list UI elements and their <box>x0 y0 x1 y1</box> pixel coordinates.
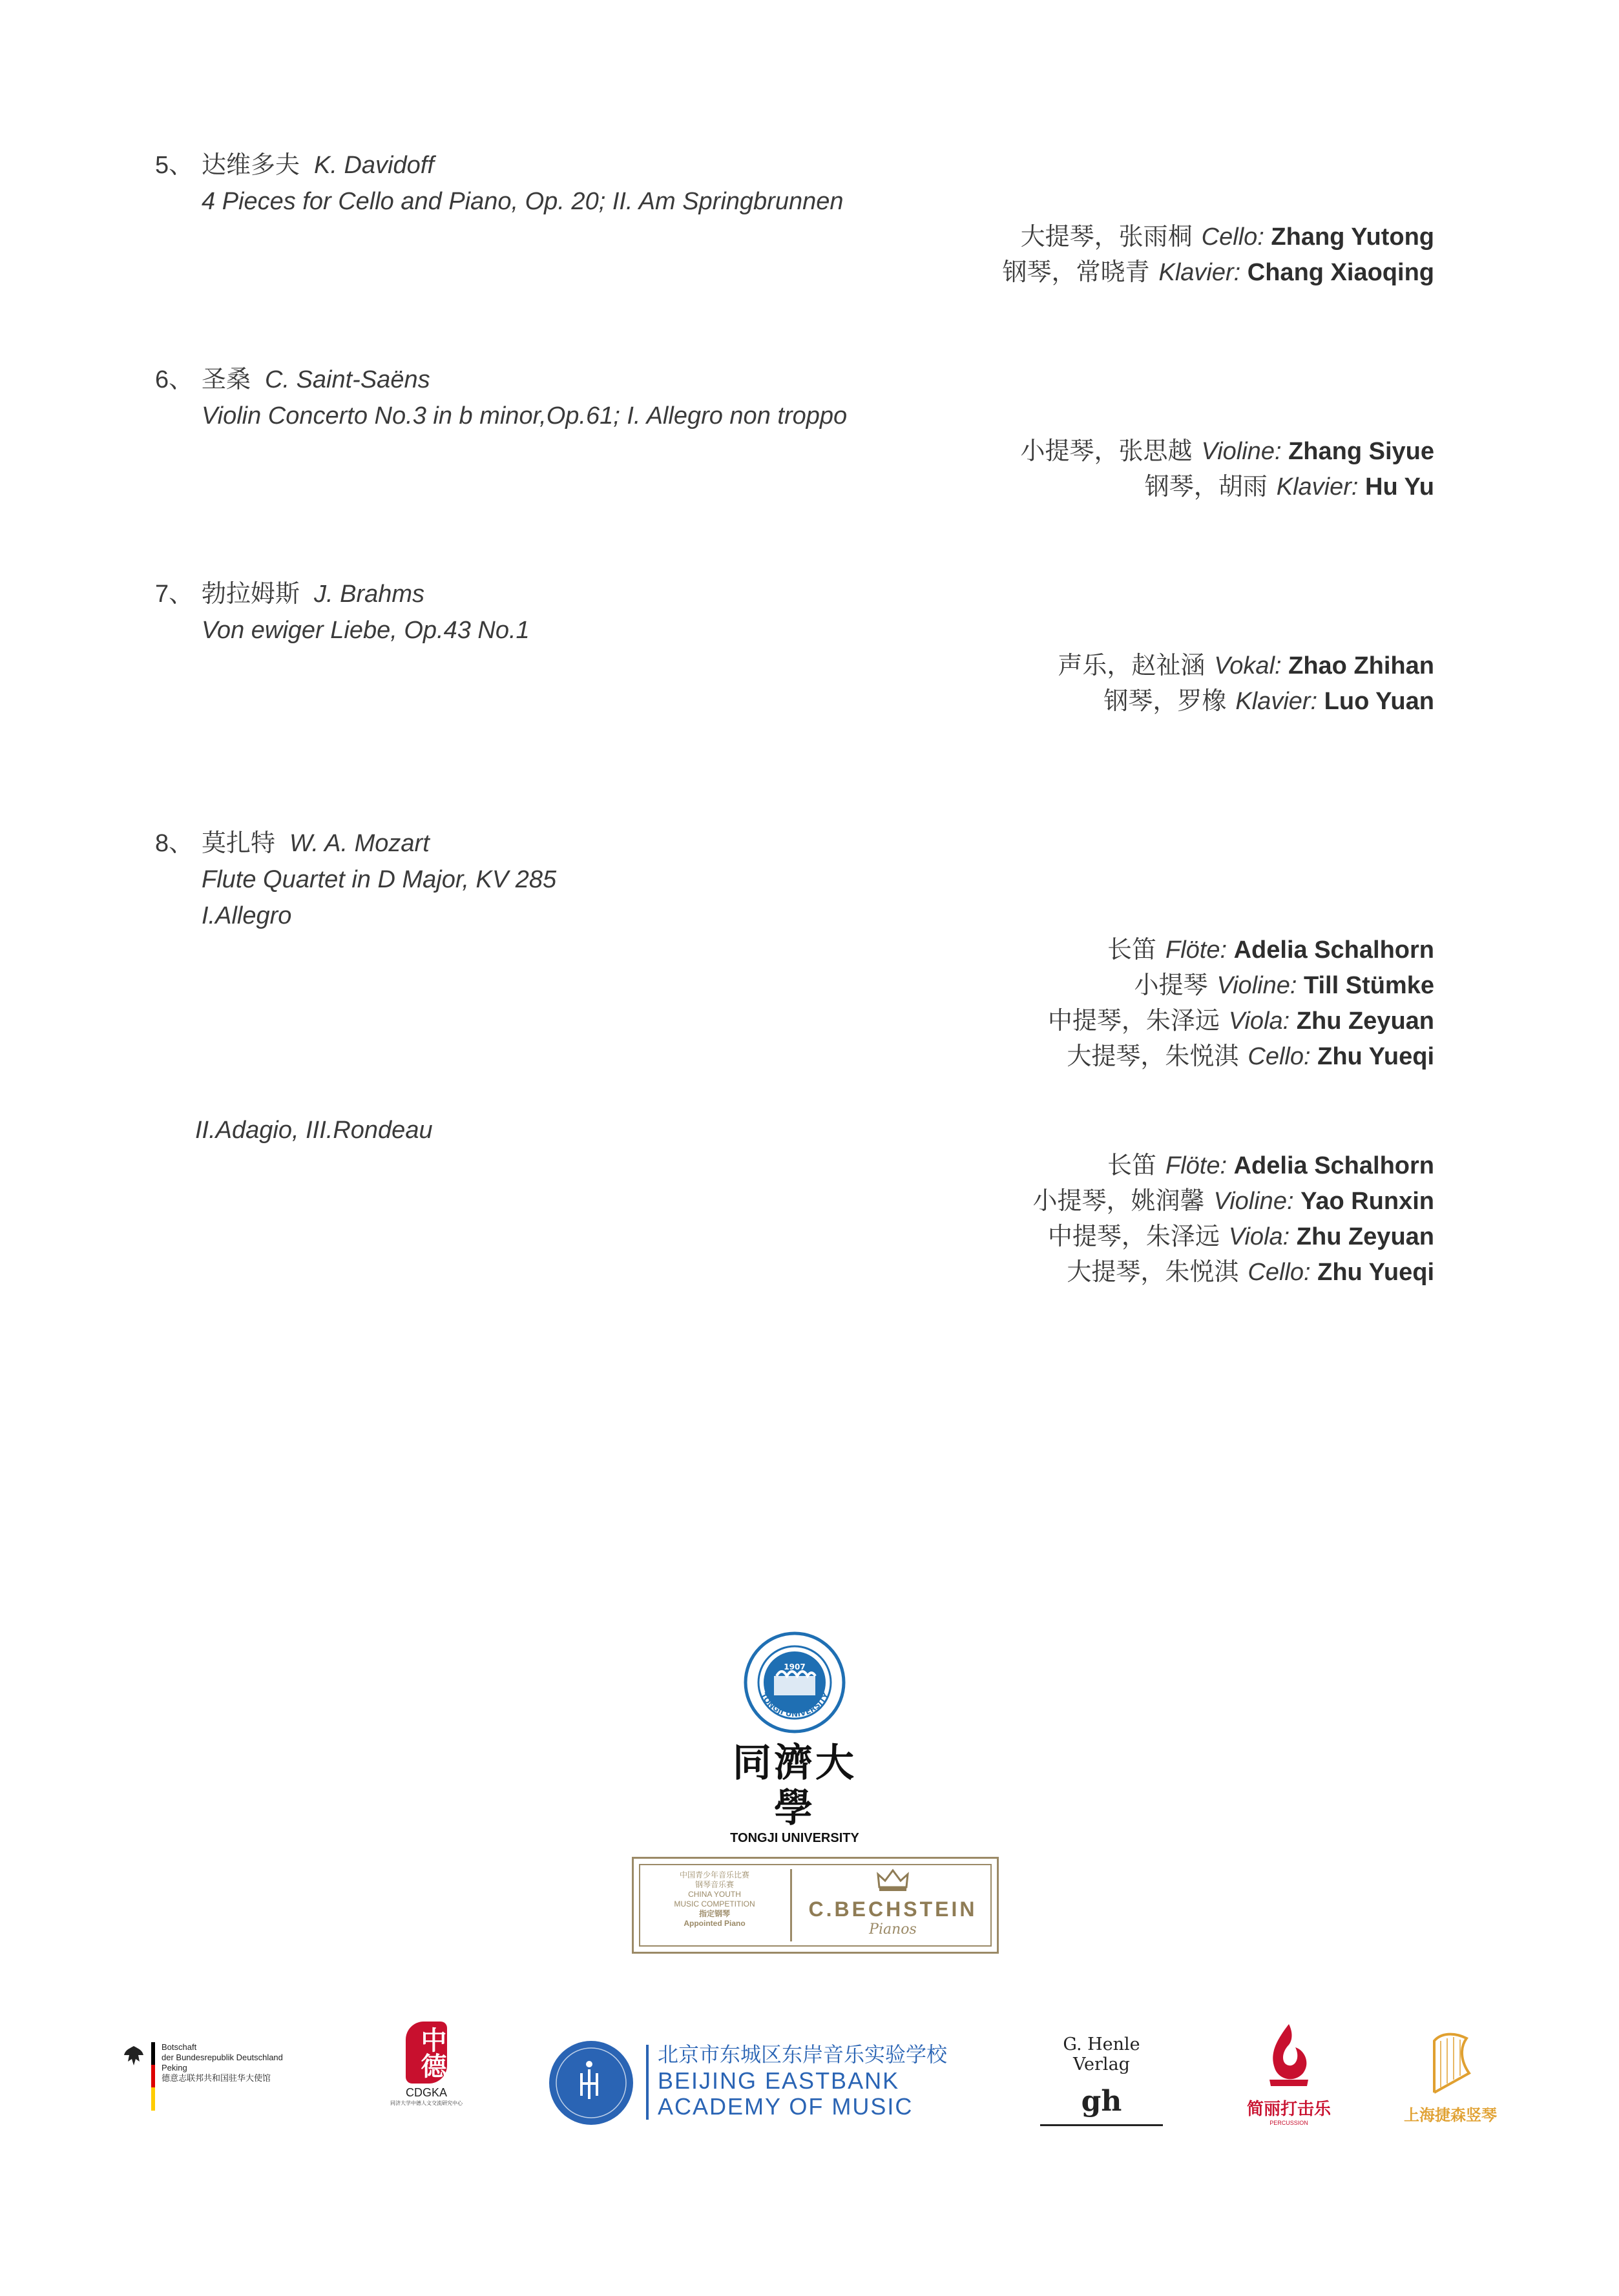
piece-7 <box>155 576 1434 715</box>
competition-line: MUSIC COMPETITION <box>674 1899 755 1908</box>
composer-zh: 莫扎特 <box>202 830 276 857</box>
performer-name: Zhang Yutong <box>1271 223 1434 251</box>
embassy-line: Peking <box>162 2063 187 2073</box>
embassy-text <box>162 2042 283 2084</box>
performer-name: Adelia Schalhorn <box>1233 936 1434 964</box>
tongji-seal-icon <box>743 1631 846 1734</box>
piece-title <box>155 362 1434 398</box>
performer-name: Yao Runxin <box>1300 1188 1434 1215</box>
composer-zh: 勃拉姆斯 <box>202 581 300 608</box>
percussion-name: 简丽打击乐 <box>1246 2099 1331 2118</box>
henle-verlag-logo <box>1040 2034 1163 2118</box>
piece-5 <box>155 147 1434 286</box>
performer <box>1033 1219 1434 1255</box>
eastbank-name-en: ACADEMY OF MUSIC <box>658 2093 914 2120</box>
competition-line: 钢琴音乐赛 <box>695 1880 734 1889</box>
movement-title: II.Adagio, III.Rondeau <box>195 1117 433 1144</box>
performer-zh: 小提琴，张思越 <box>1020 438 1193 465</box>
performer-list <box>1033 1148 1434 1290</box>
flame-icon <box>1257 2022 1321 2093</box>
german-embassy-logo <box>123 2041 336 2112</box>
work-title: 4 Pieces for Cello and Piano, Op. 20; II. Am Springbrunnen <box>202 188 844 215</box>
tongji-name-zh: 同濟大學 <box>733 1741 857 1831</box>
performer-name: Luo Yuan <box>1324 688 1434 715</box>
crown-icon <box>875 1868 910 1894</box>
performer <box>1048 933 1434 968</box>
piece-title <box>155 147 1434 183</box>
performer <box>1033 1184 1434 1219</box>
composer-en: W. A. Mozart <box>289 830 430 857</box>
composer-en: K. Davidoff <box>314 152 434 179</box>
embassy-line: Botschaft <box>162 2042 197 2052</box>
instrument: Cello: <box>1248 1043 1311 1070</box>
performer-name: Zhu Zeyuan <box>1296 1008 1434 1035</box>
piece-number: 7、 <box>155 581 194 608</box>
instrument: Klavier: <box>1276 473 1359 501</box>
instrument: Klavier: <box>1158 259 1241 286</box>
performer-list <box>1021 434 1434 505</box>
bechstein-name: C.BECHSTEIN <box>808 1898 977 1921</box>
instrument: Viola: <box>1228 1008 1290 1035</box>
bechstein-pianos: Pianos <box>869 1921 917 1938</box>
divider <box>790 1869 792 1941</box>
piece-number: 8、 <box>155 830 194 857</box>
bechstein-appointed-piano-logo <box>632 1857 999 1954</box>
performer <box>1048 968 1434 1004</box>
performer <box>1033 1148 1434 1184</box>
harp-icon <box>1421 2028 1479 2099</box>
piece-number: 5、 <box>155 152 194 179</box>
piece-8-movements-2-3 <box>155 1112 1434 1286</box>
performer <box>1021 434 1434 470</box>
composer-en: C. Saint-Saëns <box>265 366 430 393</box>
instrument: Violine: <box>1217 972 1297 999</box>
performer-zh: 钢琴，胡雨 <box>1144 473 1268 501</box>
seal-year: 1907 <box>784 1662 806 1671</box>
eastbank-academy-logo <box>549 2041 988 2131</box>
performer-zh: 大提琴，张雨桐 <box>1020 223 1193 251</box>
performer-name: Zhu Zeyuan <box>1296 1223 1434 1250</box>
movement-title: I.Allegro <box>202 902 292 929</box>
performer-name: Zhu Yueqi <box>1317 1043 1434 1070</box>
performer-zh: 中提琴，朱泽远 <box>1047 1223 1220 1250</box>
performer <box>1002 255 1434 291</box>
piece-title <box>155 576 1434 612</box>
performer <box>1033 1255 1434 1290</box>
bechstein-brand <box>795 1865 990 1945</box>
composer-en: J. Brahms <box>314 581 425 608</box>
eastbank-name-zh: 北京市东城区东岸音乐实验学校 <box>658 2043 948 2066</box>
performer-zh: 声乐，赵祉涵 <box>1058 652 1206 679</box>
performer-zh: 大提琴，朱悦淇 <box>1067 1259 1239 1286</box>
performer <box>1002 220 1434 255</box>
work-title: Flute Quartet in D Major, KV 285 <box>202 866 557 893</box>
cdgka-sub: 同济大学中德人文交流研究中心 <box>390 2100 463 2106</box>
seal-text: TONGJI UNIVERSITY <box>758 1691 831 1719</box>
composer-zh: 圣桑 <box>202 366 251 393</box>
piece-number: 6、 <box>155 366 194 393</box>
performer-name: Hu Yu <box>1365 473 1434 501</box>
performer-name: Chang Xiaoqing <box>1247 259 1434 286</box>
embassy-line: der Bundesrepublik Deutschland <box>162 2053 283 2062</box>
embassy-line: 德意志联邦共和国驻华大使馆 <box>162 2073 271 2083</box>
tongji-university-logo <box>717 1631 872 1846</box>
instrument: Klavier: <box>1235 688 1318 715</box>
competition-line: 中国青少年音乐比赛 <box>679 1870 749 1879</box>
competition-line: 指定钢琴 <box>698 1909 730 1918</box>
percussion-logo <box>1240 2022 1337 2125</box>
instrument: Violine: <box>1201 438 1282 465</box>
performer-zh: 钢琴，罗橡 <box>1103 688 1227 715</box>
competition-line: Appointed Piano <box>684 1919 746 1928</box>
composer-zh: 达维多夫 <box>202 152 300 179</box>
competition-text <box>640 1870 789 1929</box>
eagle-icon <box>123 2043 145 2069</box>
cdgka-logo <box>375 2022 478 2118</box>
performer-name: Zhang Siyue <box>1288 438 1434 465</box>
work-title: Violin Concerto No.3 in b minor,Op.61; I. Allegro non troppo <box>202 402 848 429</box>
instrument: Vokal: <box>1214 652 1282 679</box>
performer-list <box>1058 648 1434 719</box>
cdgka-label: CDGKA <box>405 2086 447 2099</box>
tongji-name-en: TONGJI UNIVERSITY <box>730 1831 859 1845</box>
performer-zh: 长笛 <box>1107 936 1156 964</box>
harp-name: 上海捷森竖琴 <box>1404 2107 1497 2124</box>
piece-6 <box>155 362 1434 501</box>
performer <box>1058 648 1434 684</box>
instrument: Viola: <box>1228 1223 1290 1250</box>
piece-title <box>155 825 1434 862</box>
performer-zh: 钢琴，常晓青 <box>1002 259 1150 286</box>
performer-zh: 大提琴，朱悦淇 <box>1067 1043 1239 1070</box>
performer-list <box>1002 220 1434 291</box>
eastbank-emblem-icon <box>549 2041 633 2125</box>
performer-name: Adelia Schalhorn <box>1233 1152 1434 1179</box>
performer-list <box>1048 933 1434 1075</box>
competition-line: CHINA YOUTH <box>688 1890 741 1899</box>
work-title: Von ewiger Liebe, Op.43 No.1 <box>202 617 530 644</box>
performer-name: Till Stümke <box>1303 972 1434 999</box>
percussion-sub: PERCUSSION <box>1269 2120 1308 2126</box>
performer-zh: 小提琴 <box>1134 972 1208 999</box>
piece-8 <box>155 825 1434 1070</box>
henle-rule <box>1040 2124 1163 2126</box>
bechstein-frame <box>639 1864 992 1947</box>
instrument: Flöte: <box>1165 936 1227 964</box>
instrument: Cello: <box>1248 1259 1311 1286</box>
performer-zh: 小提琴，姚润馨 <box>1032 1188 1205 1215</box>
cdgka-mark: 中德 <box>406 2022 447 2084</box>
performer <box>1048 1039 1434 1075</box>
eastbank-name-en: BEIJING EASTBANK <box>658 2067 900 2094</box>
harp-logo <box>1392 2028 1509 2131</box>
performer <box>1048 1004 1434 1039</box>
performer <box>1058 684 1434 719</box>
performer-zh: 长笛 <box>1107 1152 1156 1179</box>
performer <box>1021 470 1434 505</box>
performer-zh: 中提琴，朱泽远 <box>1047 1008 1220 1035</box>
instrument: Cello: <box>1201 223 1264 251</box>
henle-mark: gh <box>1081 2085 1122 2118</box>
henle-name: G. Henle Verlag <box>1063 2034 1140 2074</box>
performer-name: Zhao Zhihan <box>1288 652 1434 679</box>
instrument: Flöte: <box>1165 1152 1227 1179</box>
instrument: Violine: <box>1213 1188 1294 1215</box>
performer-name: Zhu Yueqi <box>1317 1259 1434 1286</box>
